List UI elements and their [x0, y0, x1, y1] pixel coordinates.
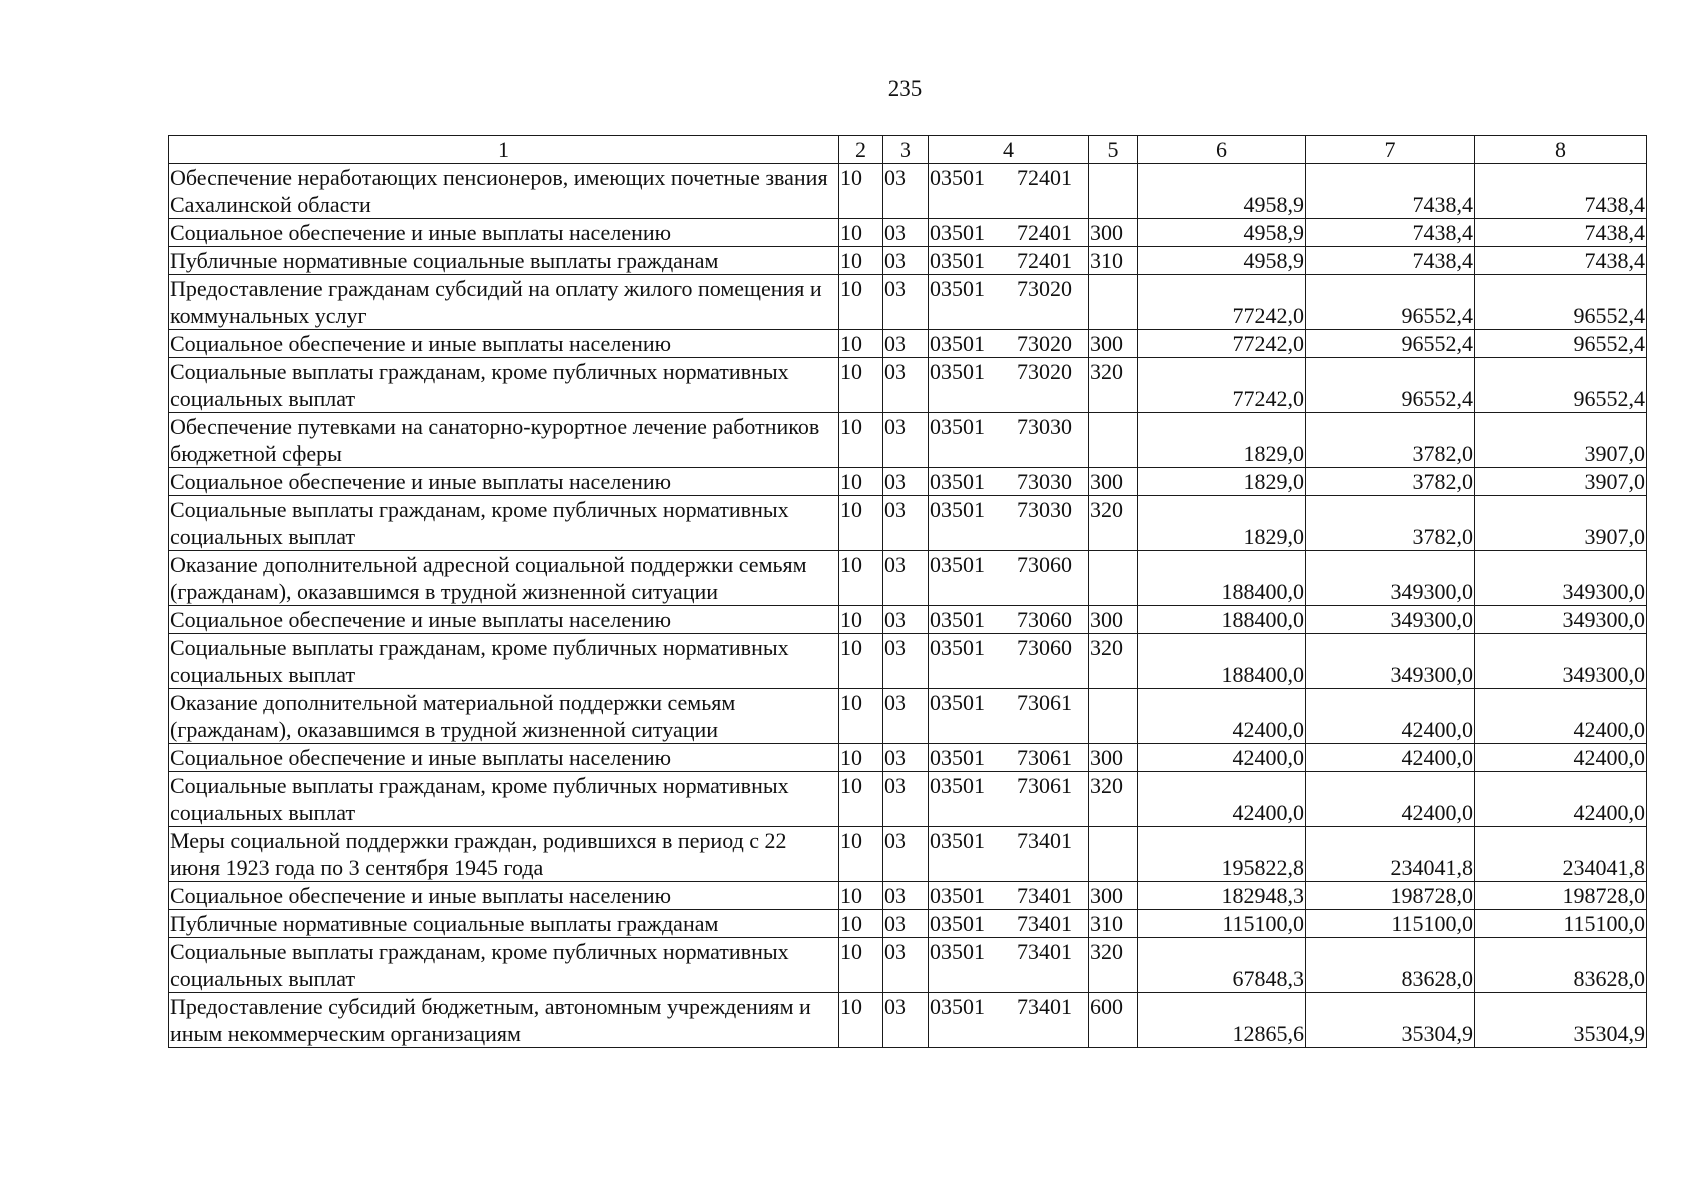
amount-column-8: 234041,8 — [1475, 827, 1647, 882]
target-article-code — [929, 606, 1089, 634]
table-row — [169, 330, 1647, 358]
direction-code: 72401 — [1017, 165, 1072, 190]
target-article-code — [929, 551, 1089, 606]
row-description: Социальные выплаты гражданам, кроме публичных нормативных социальных выплат — [169, 496, 839, 551]
amount-column-7: 42400,0 — [1306, 772, 1475, 827]
table-row — [169, 772, 1647, 827]
program-code: 03501 — [930, 911, 985, 936]
amount-column-6: 188400,0 — [1138, 606, 1306, 634]
target-article-code — [929, 275, 1089, 330]
section-code: 10 — [839, 910, 883, 938]
target-article-code-parts — [930, 219, 1086, 246]
program-code: 03501 — [930, 331, 985, 356]
subsection-code: 03 — [883, 689, 929, 744]
target-article-code-parts — [930, 772, 1086, 799]
target-article-code — [929, 468, 1089, 496]
direction-code: 73061 — [1017, 745, 1072, 770]
program-code: 03501 — [930, 773, 985, 798]
program-code: 03501 — [930, 939, 985, 964]
target-article-code — [929, 744, 1089, 772]
direction-code: 73030 — [1017, 414, 1072, 439]
table-row — [169, 910, 1647, 938]
program-code: 03501 — [930, 220, 985, 245]
program-code: 03501 — [930, 994, 985, 1019]
amount-column-6: 67848,3 — [1138, 938, 1306, 993]
amount-column-7: 96552,4 — [1306, 275, 1475, 330]
amount-column-7: 349300,0 — [1306, 634, 1475, 689]
expense-type-code: 300 — [1089, 744, 1138, 772]
section-code: 10 — [839, 468, 883, 496]
amount-column-6: 4958,9 — [1138, 164, 1306, 219]
amount-column-7: 35304,9 — [1306, 993, 1475, 1048]
amount-column-8: 7438,4 — [1475, 219, 1647, 247]
subsection-code: 03 — [883, 882, 929, 910]
target-article-code-parts — [930, 468, 1086, 495]
amount-column-7: 96552,4 — [1306, 330, 1475, 358]
target-article-code-parts — [930, 744, 1086, 771]
target-article-code-parts — [930, 689, 1086, 716]
row-description: Публичные нормативные социальные выплаты гражданам — [169, 910, 839, 938]
expense-type-code: 320 — [1089, 496, 1138, 551]
subsection-code: 03 — [883, 993, 929, 1048]
amount-column-6: 1829,0 — [1138, 468, 1306, 496]
amount-column-7: 115100,0 — [1306, 910, 1475, 938]
section-code: 10 — [839, 551, 883, 606]
program-code: 03501 — [930, 359, 985, 384]
expense-type-code — [1089, 413, 1138, 468]
amount-column-8: 3907,0 — [1475, 496, 1647, 551]
section-code: 10 — [839, 219, 883, 247]
section-code: 10 — [839, 413, 883, 468]
target-article-code-parts — [930, 164, 1086, 191]
amount-column-8: 115100,0 — [1475, 910, 1647, 938]
subsection-code: 03 — [883, 330, 929, 358]
expense-type-code: 300 — [1089, 882, 1138, 910]
row-description: Социальные выплаты гражданам, кроме публичных нормативных социальных выплат — [169, 772, 839, 827]
program-code: 03501 — [930, 469, 985, 494]
table-row — [169, 551, 1647, 606]
section-code: 10 — [839, 882, 883, 910]
direction-code: 73030 — [1017, 469, 1072, 494]
expense-type-code — [1089, 275, 1138, 330]
target-article-code — [929, 219, 1089, 247]
direction-code: 73401 — [1017, 883, 1072, 908]
header-cell-3: 3 — [883, 136, 929, 164]
row-description: Меры социальной поддержки граждан, родившихся в период с 22 июня 1923 года по 3 сентября 1945 года — [169, 827, 839, 882]
section-code: 10 — [839, 689, 883, 744]
amount-column-7: 198728,0 — [1306, 882, 1475, 910]
section-code: 10 — [839, 993, 883, 1048]
subsection-code: 03 — [883, 744, 929, 772]
row-description: Социальное обеспечение и иные выплаты населению — [169, 606, 839, 634]
direction-code: 72401 — [1017, 248, 1072, 273]
section-code: 10 — [839, 330, 883, 358]
amount-column-6: 1829,0 — [1138, 496, 1306, 551]
subsection-code: 03 — [883, 634, 929, 689]
amount-column-7: 42400,0 — [1306, 744, 1475, 772]
amount-column-6: 182948,3 — [1138, 882, 1306, 910]
amount-column-7: 96552,4 — [1306, 358, 1475, 413]
table-row — [169, 275, 1647, 330]
amount-column-7: 83628,0 — [1306, 938, 1475, 993]
table-row — [169, 744, 1647, 772]
subsection-code: 03 — [883, 496, 929, 551]
expense-type-code: 320 — [1089, 772, 1138, 827]
amount-column-8: 96552,4 — [1475, 275, 1647, 330]
amount-column-7: 3782,0 — [1306, 468, 1475, 496]
subsection-code: 03 — [883, 275, 929, 330]
amount-column-8: 96552,4 — [1475, 330, 1647, 358]
expense-type-code — [1089, 689, 1138, 744]
table-row — [169, 358, 1647, 413]
expense-type-code: 320 — [1089, 634, 1138, 689]
amount-column-6: 1829,0 — [1138, 413, 1306, 468]
target-article-code — [929, 634, 1089, 689]
target-article-code-parts — [930, 827, 1086, 854]
table-header-row — [169, 136, 1647, 164]
section-code: 10 — [839, 496, 883, 551]
row-description: Публичные нормативные социальные выплаты гражданам — [169, 247, 839, 275]
target-article-code-parts — [930, 551, 1086, 578]
amount-column-8: 349300,0 — [1475, 551, 1647, 606]
table-row — [169, 468, 1647, 496]
header-cell-4: 4 — [929, 136, 1089, 164]
table-row — [169, 164, 1647, 219]
amount-column-8: 35304,9 — [1475, 993, 1647, 1048]
table-row — [169, 413, 1647, 468]
program-code: 03501 — [930, 248, 985, 273]
expense-type-code: 300 — [1089, 330, 1138, 358]
amount-column-7: 7438,4 — [1306, 164, 1475, 219]
header-cell-6: 6 — [1138, 136, 1306, 164]
header-cell-5: 5 — [1089, 136, 1138, 164]
subsection-code: 03 — [883, 219, 929, 247]
target-article-code — [929, 910, 1089, 938]
expense-type-code — [1089, 551, 1138, 606]
direction-code: 73020 — [1017, 276, 1072, 301]
row-description: Социальные выплаты гражданам, кроме публичных нормативных социальных выплат — [169, 358, 839, 413]
page-number: 235 — [887, 76, 923, 101]
expense-type-code: 310 — [1089, 247, 1138, 275]
row-description: Социальное обеспечение и иные выплаты населению — [169, 330, 839, 358]
table-body — [169, 136, 1647, 1048]
target-article-code-parts — [930, 634, 1086, 661]
target-article-code — [929, 689, 1089, 744]
subsection-code: 03 — [883, 606, 929, 634]
target-article-code — [929, 496, 1089, 551]
amount-column-7: 349300,0 — [1306, 551, 1475, 606]
row-description: Обеспечение неработающих пенсионеров, имеющих почетные звания Сахалинской области — [169, 164, 839, 219]
subsection-code: 03 — [883, 247, 929, 275]
amount-column-7: 234041,8 — [1306, 827, 1475, 882]
row-description: Социальные выплаты гражданам, кроме публичных нормативных социальных выплат — [169, 938, 839, 993]
header-cell-1: 1 — [169, 136, 839, 164]
expense-type-code: 300 — [1089, 606, 1138, 634]
program-code: 03501 — [930, 690, 985, 715]
amount-column-8: 42400,0 — [1475, 689, 1647, 744]
target-article-code-parts — [930, 993, 1086, 1020]
amount-column-6: 77242,0 — [1138, 358, 1306, 413]
row-description: Социальное обеспечение и иные выплаты населению — [169, 219, 839, 247]
subsection-code: 03 — [883, 938, 929, 993]
header-cell-8: 8 — [1475, 136, 1647, 164]
direction-code: 73401 — [1017, 828, 1072, 853]
program-code: 03501 — [930, 828, 985, 853]
table-row — [169, 634, 1647, 689]
expense-type-code: 320 — [1089, 358, 1138, 413]
amount-column-7: 3782,0 — [1306, 496, 1475, 551]
amount-column-7: 7438,4 — [1306, 247, 1475, 275]
subsection-code: 03 — [883, 413, 929, 468]
section-code: 10 — [839, 827, 883, 882]
subsection-code: 03 — [883, 164, 929, 219]
section-code: 10 — [839, 606, 883, 634]
row-description: Социальные выплаты гражданам, кроме публичных нормативных социальных выплат — [169, 634, 839, 689]
amount-column-6: 42400,0 — [1138, 744, 1306, 772]
program-code: 03501 — [930, 745, 985, 770]
program-code: 03501 — [930, 607, 985, 632]
target-article-code — [929, 827, 1089, 882]
amount-column-7: 42400,0 — [1306, 689, 1475, 744]
target-article-code-parts — [930, 882, 1086, 909]
target-article-code — [929, 358, 1089, 413]
amount-column-6: 12865,6 — [1138, 993, 1306, 1048]
amount-column-6: 188400,0 — [1138, 551, 1306, 606]
expense-type-code — [1089, 164, 1138, 219]
amount-column-8: 3907,0 — [1475, 413, 1647, 468]
target-article-code — [929, 330, 1089, 358]
direction-code: 73401 — [1017, 939, 1072, 964]
program-code: 03501 — [930, 165, 985, 190]
table-row — [169, 827, 1647, 882]
amount-column-6: 77242,0 — [1138, 275, 1306, 330]
row-description: Оказание дополнительной адресной социальной поддержки семьям (гражданам), оказавшимся в трудной жизненной ситуации — [169, 551, 839, 606]
row-description: Предоставление субсидий бюджетным, автономным учреждениям и иным некоммерческим организациям — [169, 993, 839, 1048]
row-description: Социальное обеспечение и иные выплаты населению — [169, 882, 839, 910]
target-article-code-parts — [930, 330, 1086, 357]
direction-code: 73061 — [1017, 773, 1072, 798]
amount-column-6: 42400,0 — [1138, 689, 1306, 744]
amount-column-6: 195822,8 — [1138, 827, 1306, 882]
table-row — [169, 938, 1647, 993]
direction-code: 73020 — [1017, 359, 1072, 384]
direction-code: 73060 — [1017, 635, 1072, 660]
target-article-code — [929, 247, 1089, 275]
expense-type-code: 300 — [1089, 468, 1138, 496]
direction-code: 73020 — [1017, 331, 1072, 356]
target-article-code-parts — [930, 606, 1086, 633]
target-article-code — [929, 993, 1089, 1048]
program-code: 03501 — [930, 414, 985, 439]
expense-type-code: 310 — [1089, 910, 1138, 938]
direction-code: 73060 — [1017, 607, 1072, 632]
subsection-code: 03 — [883, 772, 929, 827]
amount-column-7: 7438,4 — [1306, 219, 1475, 247]
target-article-code-parts — [930, 496, 1086, 523]
program-code: 03501 — [930, 883, 985, 908]
row-description: Предоставление гражданам субсидий на оплату жилого помещения и коммунальных услуг — [169, 275, 839, 330]
subsection-code: 03 — [883, 551, 929, 606]
program-code: 03501 — [930, 635, 985, 660]
direction-code: 73060 — [1017, 552, 1072, 577]
amount-column-8: 7438,4 — [1475, 164, 1647, 219]
direction-code: 72401 — [1017, 220, 1072, 245]
subsection-code: 03 — [883, 827, 929, 882]
section-code: 10 — [839, 164, 883, 219]
amount-column-7: 3782,0 — [1306, 413, 1475, 468]
amount-column-8: 83628,0 — [1475, 938, 1647, 993]
target-article-code — [929, 772, 1089, 827]
amount-column-8: 42400,0 — [1475, 744, 1647, 772]
section-code: 10 — [839, 275, 883, 330]
expense-type-code: 320 — [1089, 938, 1138, 993]
amount-column-8: 42400,0 — [1475, 772, 1647, 827]
amount-column-6: 188400,0 — [1138, 634, 1306, 689]
amount-column-8: 7438,4 — [1475, 247, 1647, 275]
amount-column-6: 77242,0 — [1138, 330, 1306, 358]
subsection-code: 03 — [883, 468, 929, 496]
target-article-code — [929, 413, 1089, 468]
table-row — [169, 219, 1647, 247]
budget-table — [168, 135, 1647, 1048]
subsection-code: 03 — [883, 910, 929, 938]
target-article-code-parts — [930, 938, 1086, 965]
section-code: 10 — [839, 938, 883, 993]
target-article-code — [929, 938, 1089, 993]
amount-column-6: 42400,0 — [1138, 772, 1306, 827]
amount-column-8: 349300,0 — [1475, 634, 1647, 689]
target-article-code-parts — [930, 358, 1086, 385]
target-article-code-parts — [930, 910, 1086, 937]
amount-column-6: 4958,9 — [1138, 247, 1306, 275]
target-article-code-parts — [930, 413, 1086, 440]
section-code: 10 — [839, 358, 883, 413]
direction-code: 73401 — [1017, 994, 1072, 1019]
direction-code: 73030 — [1017, 497, 1072, 522]
target-article-code — [929, 164, 1089, 219]
row-description: Обеспечение путевками на санаторно-курортное лечение работников бюджетной сферы — [169, 413, 839, 468]
direction-code: 73061 — [1017, 690, 1072, 715]
target-article-code-parts — [930, 275, 1086, 302]
expense-type-code — [1089, 827, 1138, 882]
section-code: 10 — [839, 634, 883, 689]
amount-column-8: 3907,0 — [1475, 468, 1647, 496]
row-description: Социальное обеспечение и иные выплаты населению — [169, 744, 839, 772]
program-code: 03501 — [930, 552, 985, 577]
expense-type-code: 300 — [1089, 219, 1138, 247]
direction-code: 73401 — [1017, 911, 1072, 936]
row-description: Социальное обеспечение и иные выплаты населению — [169, 468, 839, 496]
program-code: 03501 — [930, 497, 985, 522]
amount-column-7: 349300,0 — [1306, 606, 1475, 634]
amount-column-6: 4958,9 — [1138, 219, 1306, 247]
table-row — [169, 247, 1647, 275]
amount-column-8: 349300,0 — [1475, 606, 1647, 634]
row-description: Оказание дополнительной материальной поддержки семьям (гражданам), оказавшимся в трудной жизненной ситуации — [169, 689, 839, 744]
table-row — [169, 496, 1647, 551]
header-cell-7: 7 — [1306, 136, 1475, 164]
subsection-code: 03 — [883, 358, 929, 413]
program-code: 03501 — [930, 276, 985, 301]
section-code: 10 — [839, 744, 883, 772]
table-row — [169, 882, 1647, 910]
table-row — [169, 606, 1647, 634]
amount-column-8: 96552,4 — [1475, 358, 1647, 413]
expense-type-code: 600 — [1089, 993, 1138, 1048]
amount-column-8: 198728,0 — [1475, 882, 1647, 910]
target-article-code-parts — [930, 247, 1086, 274]
table-row — [169, 993, 1647, 1048]
target-article-code — [929, 882, 1089, 910]
amount-column-6: 115100,0 — [1138, 910, 1306, 938]
section-code: 10 — [839, 772, 883, 827]
section-code: 10 — [839, 247, 883, 275]
table-row — [169, 689, 1647, 744]
header-cell-2: 2 — [839, 136, 883, 164]
